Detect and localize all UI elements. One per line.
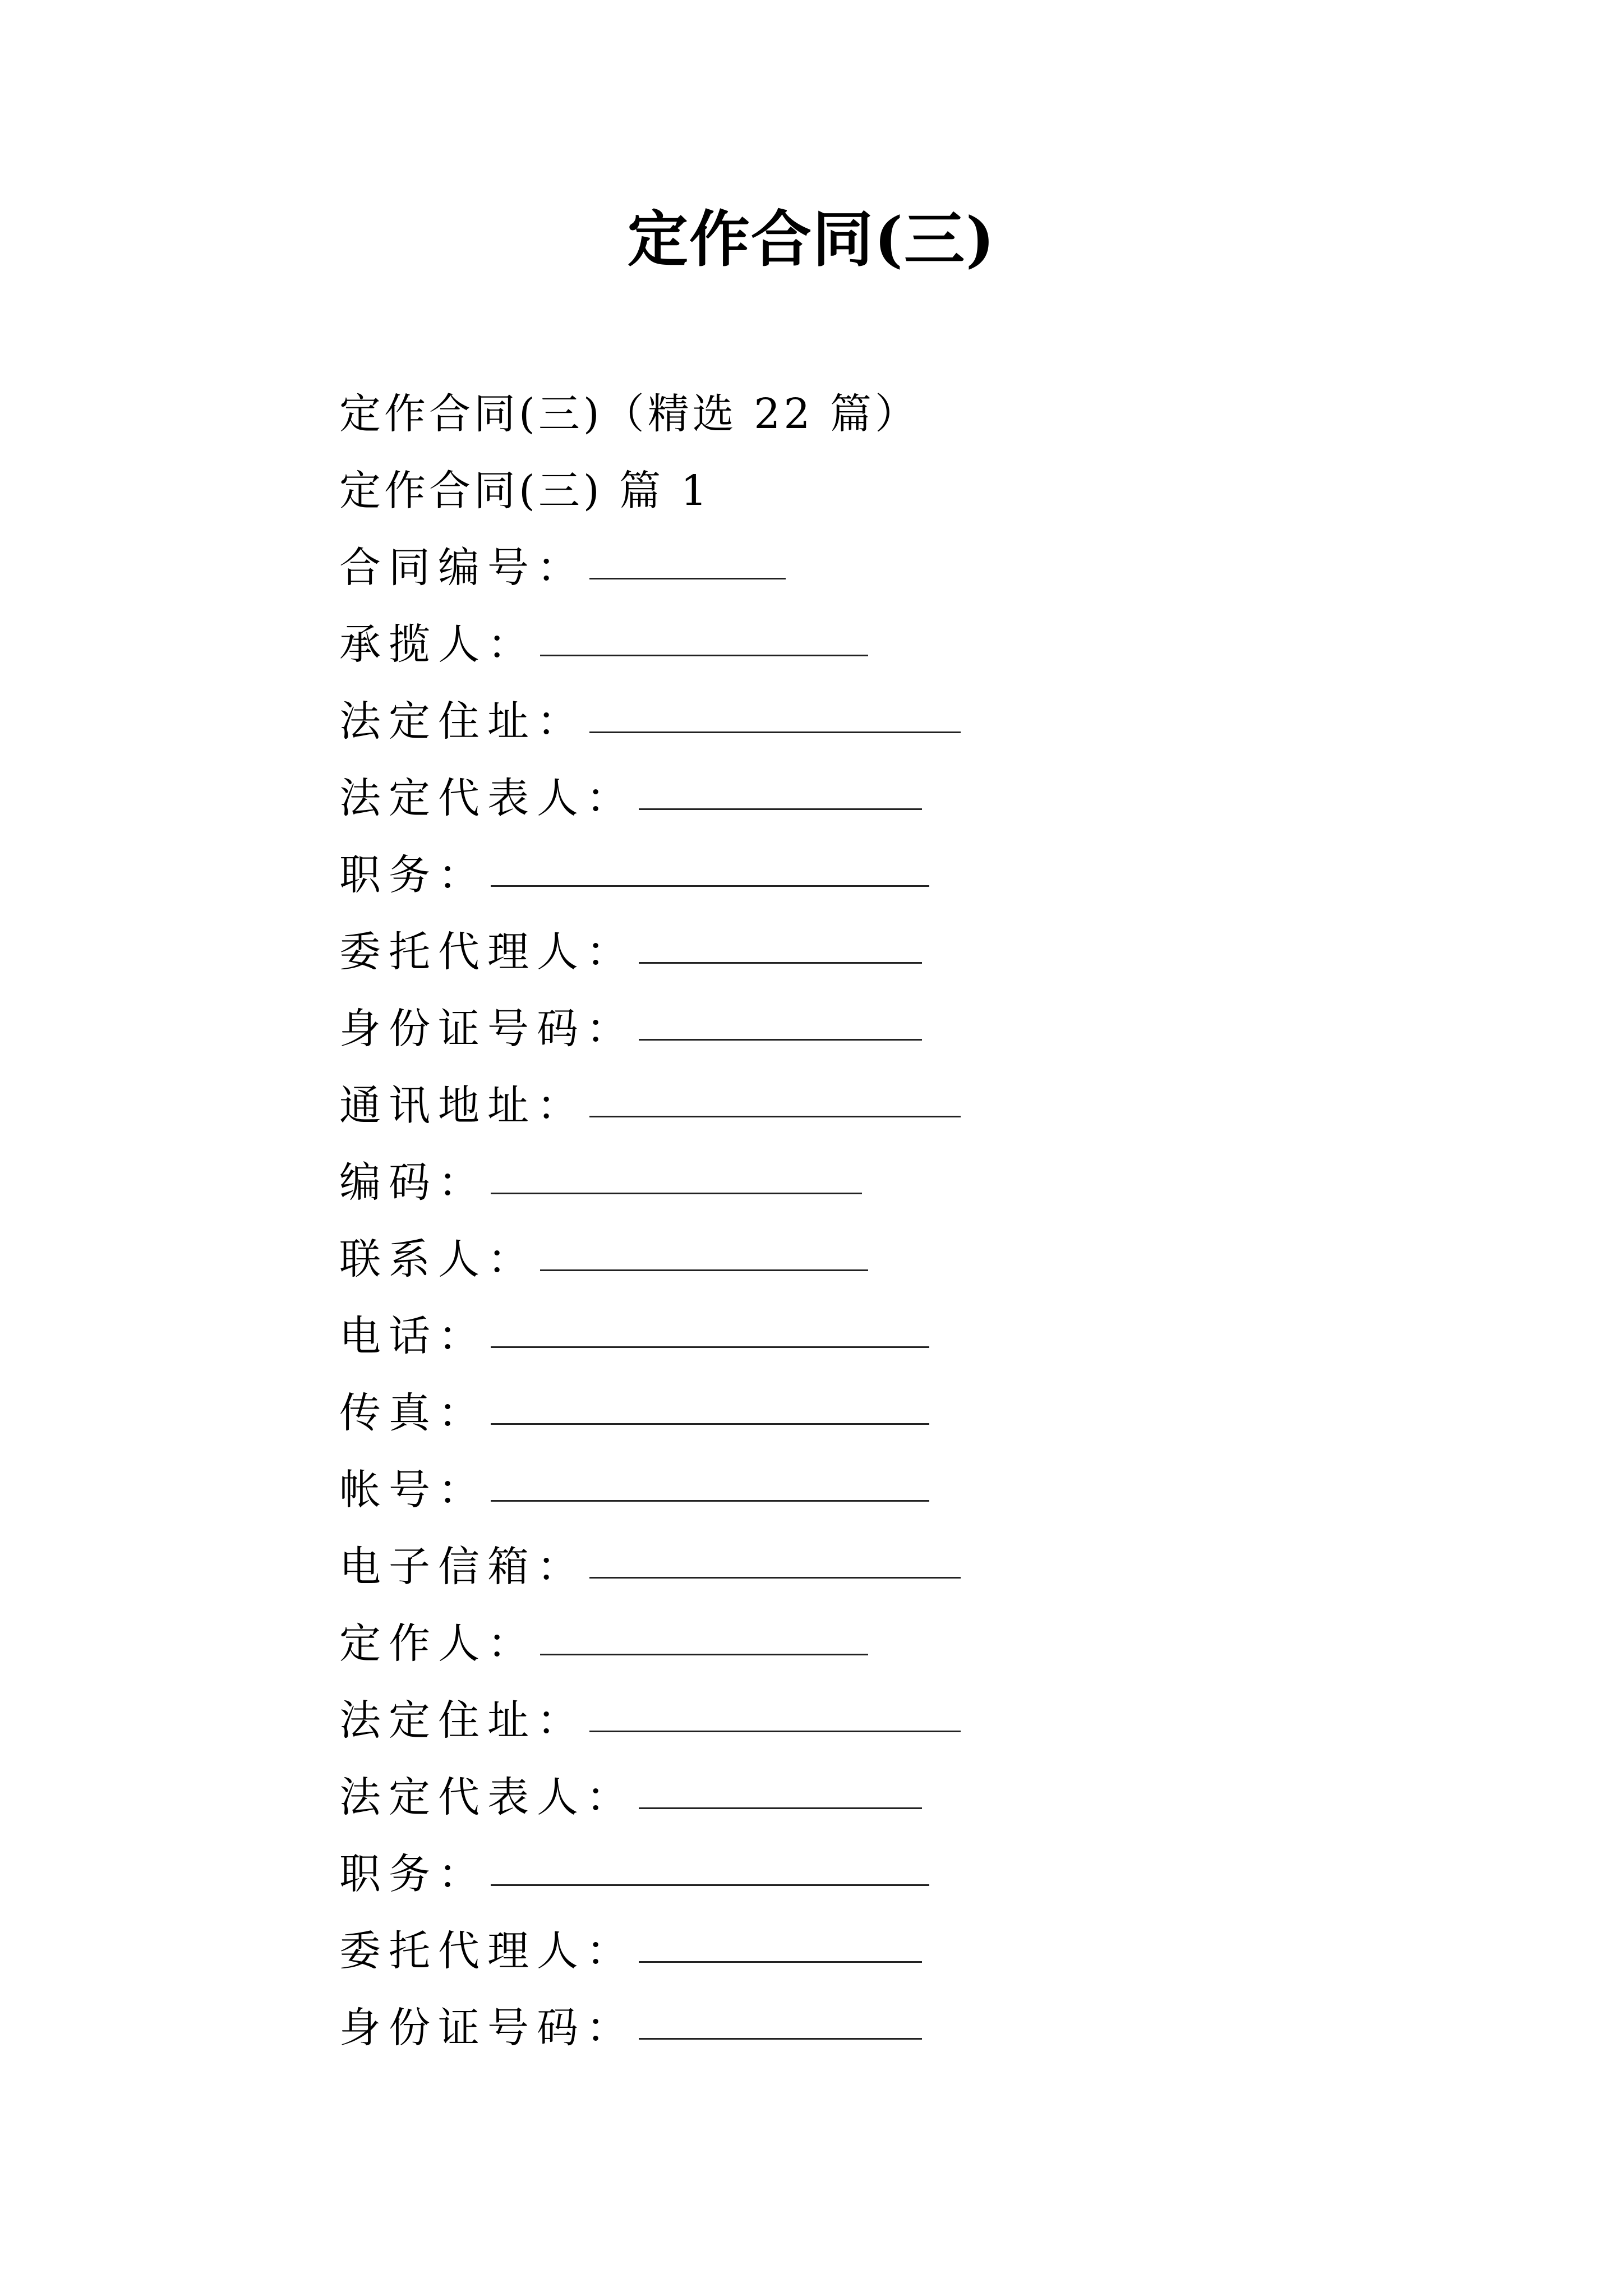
field-label: 法定代表人： bbox=[339, 1773, 635, 1821]
fill-in-blank[interactable] bbox=[639, 2036, 922, 2040]
field-label: 电子信箱： bbox=[339, 1543, 586, 1591]
field-legal-representative bbox=[339, 763, 1461, 840]
field-position bbox=[339, 840, 1461, 917]
fill-in-blank[interactable] bbox=[491, 1190, 862, 1194]
fill-in-blank[interactable] bbox=[491, 1882, 929, 1886]
section-heading: 定作合同(三) 篇 1 bbox=[339, 467, 711, 515]
field-account bbox=[339, 1455, 1461, 1532]
field-legal-address bbox=[339, 687, 1461, 763]
field-mailing-address bbox=[339, 1071, 1461, 1148]
document-subtitle: 定作合同(三)（精选 22 篇） bbox=[339, 390, 920, 438]
field-label: 法定代表人： bbox=[339, 774, 635, 822]
field-contract-number bbox=[339, 533, 1461, 610]
fill-in-blank[interactable] bbox=[639, 1805, 922, 1809]
fill-in-blank[interactable] bbox=[589, 1728, 961, 1732]
field-label: 法定住址： bbox=[339, 697, 586, 746]
fill-in-blank[interactable] bbox=[639, 1959, 922, 1963]
fill-in-blank[interactable] bbox=[639, 1037, 922, 1041]
field-phone bbox=[339, 1301, 1461, 1378]
field-label: 传真： bbox=[339, 1389, 487, 1437]
field-id-number bbox=[339, 994, 1461, 1071]
field-contractor bbox=[339, 610, 1461, 687]
field-label: 委托代理人： bbox=[339, 928, 635, 976]
document-body bbox=[339, 379, 1461, 2070]
fill-in-blank[interactable] bbox=[589, 1575, 961, 1579]
fill-in-blank[interactable] bbox=[491, 1344, 929, 1348]
document-title: 定作合同(三) bbox=[627, 204, 996, 275]
field-label: 编码： bbox=[339, 1158, 487, 1207]
fill-in-blank[interactable] bbox=[491, 883, 929, 887]
field-legal-address-2 bbox=[339, 1686, 1461, 1763]
field-label: 职务： bbox=[339, 851, 487, 899]
fill-in-blank[interactable] bbox=[589, 729, 961, 733]
field-label: 联系人： bbox=[339, 1235, 537, 1283]
field-label: 法定住址： bbox=[339, 1696, 586, 1745]
field-email bbox=[339, 1532, 1461, 1609]
field-label: 身份证号码： bbox=[339, 2004, 635, 2052]
field-label: 定作人： bbox=[339, 1619, 537, 1668]
fill-in-blank[interactable] bbox=[540, 1651, 868, 1655]
field-postcode bbox=[339, 1148, 1461, 1225]
field-label: 身份证号码： bbox=[339, 1005, 635, 1053]
field-authorized-agent-2 bbox=[339, 1916, 1461, 1993]
field-fax bbox=[339, 1378, 1461, 1455]
field-label: 承揽人： bbox=[339, 620, 537, 669]
field-label: 电话： bbox=[339, 1312, 487, 1360]
field-label: 委托代理人： bbox=[339, 1927, 635, 1975]
field-label: 职务： bbox=[339, 1850, 487, 1898]
fill-in-blank[interactable] bbox=[491, 1421, 929, 1425]
field-position-2 bbox=[339, 1839, 1461, 1916]
field-label: 通讯地址： bbox=[339, 1082, 586, 1130]
field-contact-person bbox=[339, 1225, 1461, 1301]
field-id-number-2 bbox=[339, 1993, 1461, 2070]
field-orderer bbox=[339, 1609, 1461, 1686]
fill-in-blank[interactable] bbox=[540, 1267, 868, 1271]
field-label: 帐号： bbox=[339, 1466, 487, 1514]
field-legal-representative-2 bbox=[339, 1763, 1461, 1839]
fill-in-blank[interactable] bbox=[540, 652, 868, 656]
fill-in-blank[interactable] bbox=[589, 576, 786, 579]
field-authorized-agent bbox=[339, 917, 1461, 994]
fill-in-blank[interactable] bbox=[491, 1498, 929, 1502]
fill-in-blank[interactable] bbox=[589, 1114, 961, 1117]
field-label: 合同编号： bbox=[339, 544, 586, 592]
fill-in-blank[interactable] bbox=[639, 960, 922, 964]
fill-in-blank[interactable] bbox=[639, 806, 922, 810]
